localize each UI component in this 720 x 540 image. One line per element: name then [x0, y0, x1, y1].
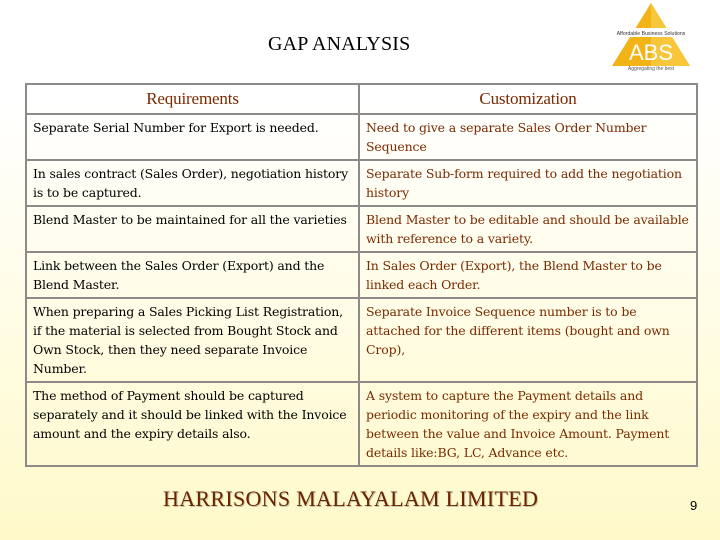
- gap-analysis-table: [25, 83, 698, 467]
- requirement-cell: In sales contract (Sales Order), negotiation history is to be captured.: [26, 160, 359, 206]
- abs-logo: [606, 2, 696, 72]
- logo-letters: ABS: [628, 40, 674, 65]
- table-row: [26, 206, 697, 252]
- requirement-cell: When preparing a Sales Picking List Registration, if the material is selected from Bought Stock and Own Stock, then they need separate Invoice Number.: [26, 298, 359, 382]
- header-customization: Customization: [359, 84, 697, 114]
- customization-cell: In Sales Order (Export), the Blend Master to be linked each Order.: [359, 252, 697, 298]
- header-requirements: Requirements: [26, 84, 359, 114]
- company-footer: HARRISONS MALAYALAM LIMITED: [163, 486, 539, 511]
- table-row: [26, 382, 697, 466]
- customization-cell: A system to capture the Payment details and periodic monitoring of the expiry and the link between the value and Invoice Amount. Payment details like:BG, LC, Advance etc.: [359, 382, 697, 466]
- table-row: [26, 114, 697, 160]
- page-number: 9: [690, 498, 698, 513]
- table-row: [26, 252, 697, 298]
- requirement-cell: Separate Serial Number for Export is needed.: [26, 114, 359, 160]
- logo-tagline: Aggregating the best: [627, 66, 675, 72]
- logo-top-text: Affordable Business Solutions: [616, 31, 686, 37]
- customization-cell: Need to give a separate Sales Order Number Sequence: [359, 114, 697, 160]
- table-row: [26, 160, 697, 206]
- customization-cell: Blend Master to be editable and should be available with reference to a variety.: [359, 206, 697, 252]
- table-row: [26, 298, 697, 382]
- requirement-cell: Link between the Sales Order (Export) and the Blend Master.: [26, 252, 359, 298]
- requirement-cell: Blend Master to be maintained for all the varieties: [26, 206, 359, 252]
- slide-title: GAP ANALYSIS: [268, 33, 411, 55]
- customization-cell: Separate Invoice Sequence number is to be attached for the different items (bought and own Crop),: [359, 298, 697, 382]
- requirement-cell: The method of Payment should be captured separately and it should be linked with the Invoice amount and the expiry details also.: [26, 382, 359, 466]
- customization-cell: Separate Sub-form required to add the negotiation history: [359, 160, 697, 206]
- table-header-row: [26, 84, 697, 114]
